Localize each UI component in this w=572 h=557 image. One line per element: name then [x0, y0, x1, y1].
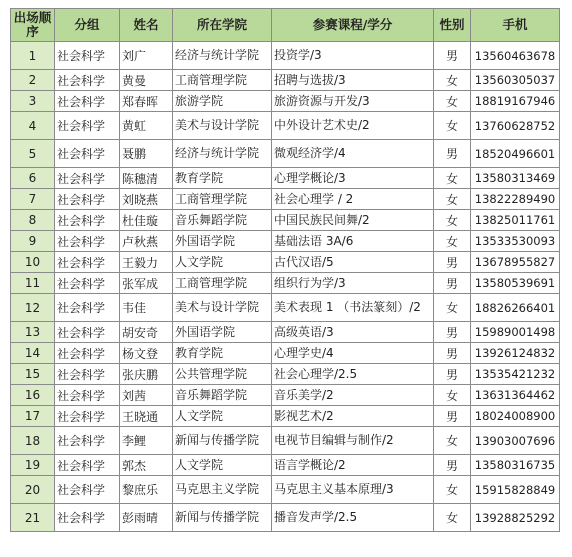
cell-group: 社会科学 [55, 406, 120, 427]
cell-phone: 18826266401 [471, 294, 560, 322]
cell-college: 人文学院 [173, 455, 272, 476]
cell-gender: 女 [434, 70, 471, 91]
cell-name: 卢秋燕 [120, 231, 173, 252]
cell-course: 旅游资源与开发/3 [272, 91, 434, 112]
cell-course: 影视艺术/2 [272, 406, 434, 427]
cell-gender: 女 [434, 385, 471, 406]
cell-gender: 女 [434, 294, 471, 322]
cell-name: 黄虹 [120, 112, 173, 140]
cell-phone: 13760628752 [471, 112, 560, 140]
cell-name: 郑春晖 [120, 91, 173, 112]
table-row [11, 70, 560, 91]
table-row [11, 273, 560, 294]
cell-gender: 女 [434, 476, 471, 504]
cell-course: 中国民族民间舞/2 [272, 210, 434, 231]
cell-order: 17 [11, 406, 55, 427]
cell-name: 黎庶乐 [120, 476, 173, 504]
cell-college: 人文学院 [173, 406, 272, 427]
cell-order: 3 [11, 91, 55, 112]
table-row [11, 112, 560, 140]
cell-course: 社会心理学 / 2 [272, 189, 434, 210]
cell-order: 6 [11, 168, 55, 189]
table-row [11, 406, 560, 427]
cell-gender: 女 [434, 427, 471, 455]
cell-phone: 13535421232 [471, 364, 560, 385]
cell-phone: 13580313469 [471, 168, 560, 189]
cell-order: 1 [11, 42, 55, 70]
cell-group: 社会科学 [55, 42, 120, 70]
cell-college: 教育学院 [173, 168, 272, 189]
cell-name: 张庆鹏 [120, 364, 173, 385]
cell-phone: 18024008900 [471, 406, 560, 427]
header-course: 参赛课程/学分 [272, 9, 434, 42]
table-body [11, 42, 560, 532]
cell-phone: 18520496601 [471, 140, 560, 168]
cell-college: 经济与统计学院 [173, 42, 272, 70]
cell-gender: 男 [434, 343, 471, 364]
cell-gender: 女 [434, 210, 471, 231]
cell-course: 高级英语/3 [272, 322, 434, 343]
cell-group: 社会科学 [55, 210, 120, 231]
cell-order: 10 [11, 252, 55, 273]
cell-course: 马克思主义基本原理/3 [272, 476, 434, 504]
cell-course: 基础法语 3A/6 [272, 231, 434, 252]
cell-phone: 13560305037 [471, 70, 560, 91]
cell-name: 杨文登 [120, 343, 173, 364]
cell-college: 公共管理学院 [173, 364, 272, 385]
cell-name: 王晓通 [120, 406, 173, 427]
cell-order: 13 [11, 322, 55, 343]
cell-name: 刘晓燕 [120, 189, 173, 210]
cell-course: 古代汉语/5 [272, 252, 434, 273]
cell-phone: 18819167946 [471, 91, 560, 112]
cell-name: 聂鹏 [120, 140, 173, 168]
cell-group: 社会科学 [55, 476, 120, 504]
cell-gender: 男 [434, 455, 471, 476]
cell-group: 社会科学 [55, 112, 120, 140]
cell-group: 社会科学 [55, 322, 120, 343]
cell-course: 微观经济学/4 [272, 140, 434, 168]
cell-college: 美术与设计学院 [173, 294, 272, 322]
cell-phone: 13822289490 [471, 189, 560, 210]
table-row [11, 427, 560, 455]
header-name: 姓名 [120, 9, 173, 42]
cell-phone: 13533530093 [471, 231, 560, 252]
cell-order: 21 [11, 504, 55, 532]
cell-course: 音乐美学/2 [272, 385, 434, 406]
cell-group: 社会科学 [55, 364, 120, 385]
cell-order: 7 [11, 189, 55, 210]
cell-gender: 男 [434, 406, 471, 427]
cell-order: 20 [11, 476, 55, 504]
cell-gender: 男 [434, 364, 471, 385]
cell-name: 胡安奇 [120, 322, 173, 343]
cell-name: 陈穗清 [120, 168, 173, 189]
cell-order: 9 [11, 231, 55, 252]
cell-group: 社会科学 [55, 504, 120, 532]
cell-group: 社会科学 [55, 427, 120, 455]
cell-phone: 13926124832 [471, 343, 560, 364]
cell-phone: 13580316735 [471, 455, 560, 476]
table-row [11, 189, 560, 210]
cell-group: 社会科学 [55, 252, 120, 273]
cell-gender: 男 [434, 42, 471, 70]
cell-phone: 15915828849 [471, 476, 560, 504]
cell-name: 刘广 [120, 42, 173, 70]
cell-order: 4 [11, 112, 55, 140]
cell-college: 教育学院 [173, 343, 272, 364]
cell-college: 工商管理学院 [173, 70, 272, 91]
cell-college: 外国语学院 [173, 322, 272, 343]
cell-college: 马克思主义学院 [173, 476, 272, 504]
cell-group: 社会科学 [55, 189, 120, 210]
table-row [11, 455, 560, 476]
cell-order: 18 [11, 427, 55, 455]
cell-phone: 13903007696 [471, 427, 560, 455]
table-row [11, 231, 560, 252]
cell-name: 彭雨晴 [120, 504, 173, 532]
cell-order: 2 [11, 70, 55, 91]
cell-phone: 13631364462 [471, 385, 560, 406]
cell-gender: 女 [434, 504, 471, 532]
cell-course: 投资学/3 [272, 42, 434, 70]
cell-college: 旅游学院 [173, 91, 272, 112]
cell-college: 工商管理学院 [173, 189, 272, 210]
cell-gender: 女 [434, 231, 471, 252]
cell-group: 社会科学 [55, 294, 120, 322]
cell-name: 张军成 [120, 273, 173, 294]
table-row [11, 322, 560, 343]
cell-course: 招聘与选拔/3 [272, 70, 434, 91]
cell-course: 语言学概论/2 [272, 455, 434, 476]
cell-gender: 男 [434, 140, 471, 168]
cell-group: 社会科学 [55, 455, 120, 476]
cell-name: 杜佳璇 [120, 210, 173, 231]
cell-group: 社会科学 [55, 168, 120, 189]
cell-order: 15 [11, 364, 55, 385]
cell-course: 心理学概论/3 [272, 168, 434, 189]
cell-order: 14 [11, 343, 55, 364]
cell-gender: 女 [434, 112, 471, 140]
table-row [11, 504, 560, 532]
contestant-table [10, 8, 560, 532]
cell-order: 8 [11, 210, 55, 231]
cell-group: 社会科学 [55, 231, 120, 252]
cell-college: 新闻与传播学院 [173, 427, 272, 455]
cell-phone: 13678955827 [471, 252, 560, 273]
cell-name: 王毅力 [120, 252, 173, 273]
table-row [11, 364, 560, 385]
cell-name: 刘茜 [120, 385, 173, 406]
cell-gender: 男 [434, 252, 471, 273]
header-gender: 性别 [434, 9, 471, 42]
cell-group: 社会科学 [55, 140, 120, 168]
cell-gender: 男 [434, 273, 471, 294]
cell-group: 社会科学 [55, 273, 120, 294]
cell-course: 社会心理学/2.5 [272, 364, 434, 385]
cell-order: 16 [11, 385, 55, 406]
cell-phone: 13825011761 [471, 210, 560, 231]
table-row [11, 294, 560, 322]
table-row [11, 168, 560, 189]
cell-course: 中外设计艺术史/2 [272, 112, 434, 140]
cell-college: 外国语学院 [173, 231, 272, 252]
table-row [11, 385, 560, 406]
cell-course: 电视节目编辑与制作/2 [272, 427, 434, 455]
cell-college: 人文学院 [173, 252, 272, 273]
cell-group: 社会科学 [55, 343, 120, 364]
header-row [11, 9, 560, 42]
cell-order: 12 [11, 294, 55, 322]
cell-gender: 女 [434, 91, 471, 112]
cell-group: 社会科学 [55, 70, 120, 91]
table-row [11, 140, 560, 168]
cell-course: 美术表现 1 （书法篆刻）/2 [272, 294, 434, 322]
cell-college: 音乐舞蹈学院 [173, 385, 272, 406]
cell-college: 音乐舞蹈学院 [173, 210, 272, 231]
cell-name: 韦佳 [120, 294, 173, 322]
cell-college: 工商管理学院 [173, 273, 272, 294]
header-college: 所在学院 [173, 9, 272, 42]
header-group: 分组 [55, 9, 120, 42]
cell-gender: 男 [434, 322, 471, 343]
cell-group: 社会科学 [55, 385, 120, 406]
roster-sheet [10, 8, 560, 532]
cell-order: 11 [11, 273, 55, 294]
cell-college: 新闻与传播学院 [173, 504, 272, 532]
table-row [11, 42, 560, 70]
table-row [11, 210, 560, 231]
cell-course: 组织行为学/3 [272, 273, 434, 294]
table-row [11, 91, 560, 112]
table-row [11, 343, 560, 364]
cell-phone: 13928825292 [471, 504, 560, 532]
cell-phone: 15989001498 [471, 322, 560, 343]
cell-course: 心理学史/4 [272, 343, 434, 364]
cell-order: 19 [11, 455, 55, 476]
cell-college: 美术与设计学院 [173, 112, 272, 140]
table-row [11, 476, 560, 504]
cell-group: 社会科学 [55, 91, 120, 112]
header-phone: 手机 [471, 9, 560, 42]
cell-name: 郭杰 [120, 455, 173, 476]
cell-course: 播音发声学/2.5 [272, 504, 434, 532]
header-order: 出场顺序 [11, 9, 55, 42]
cell-gender: 女 [434, 168, 471, 189]
table-row [11, 252, 560, 273]
cell-name: 李鲤 [120, 427, 173, 455]
cell-name: 黄曼 [120, 70, 173, 91]
cell-phone: 13560463678 [471, 42, 560, 70]
cell-gender: 女 [434, 189, 471, 210]
cell-order: 5 [11, 140, 55, 168]
cell-college: 经济与统计学院 [173, 140, 272, 168]
cell-phone: 13580539691 [471, 273, 560, 294]
